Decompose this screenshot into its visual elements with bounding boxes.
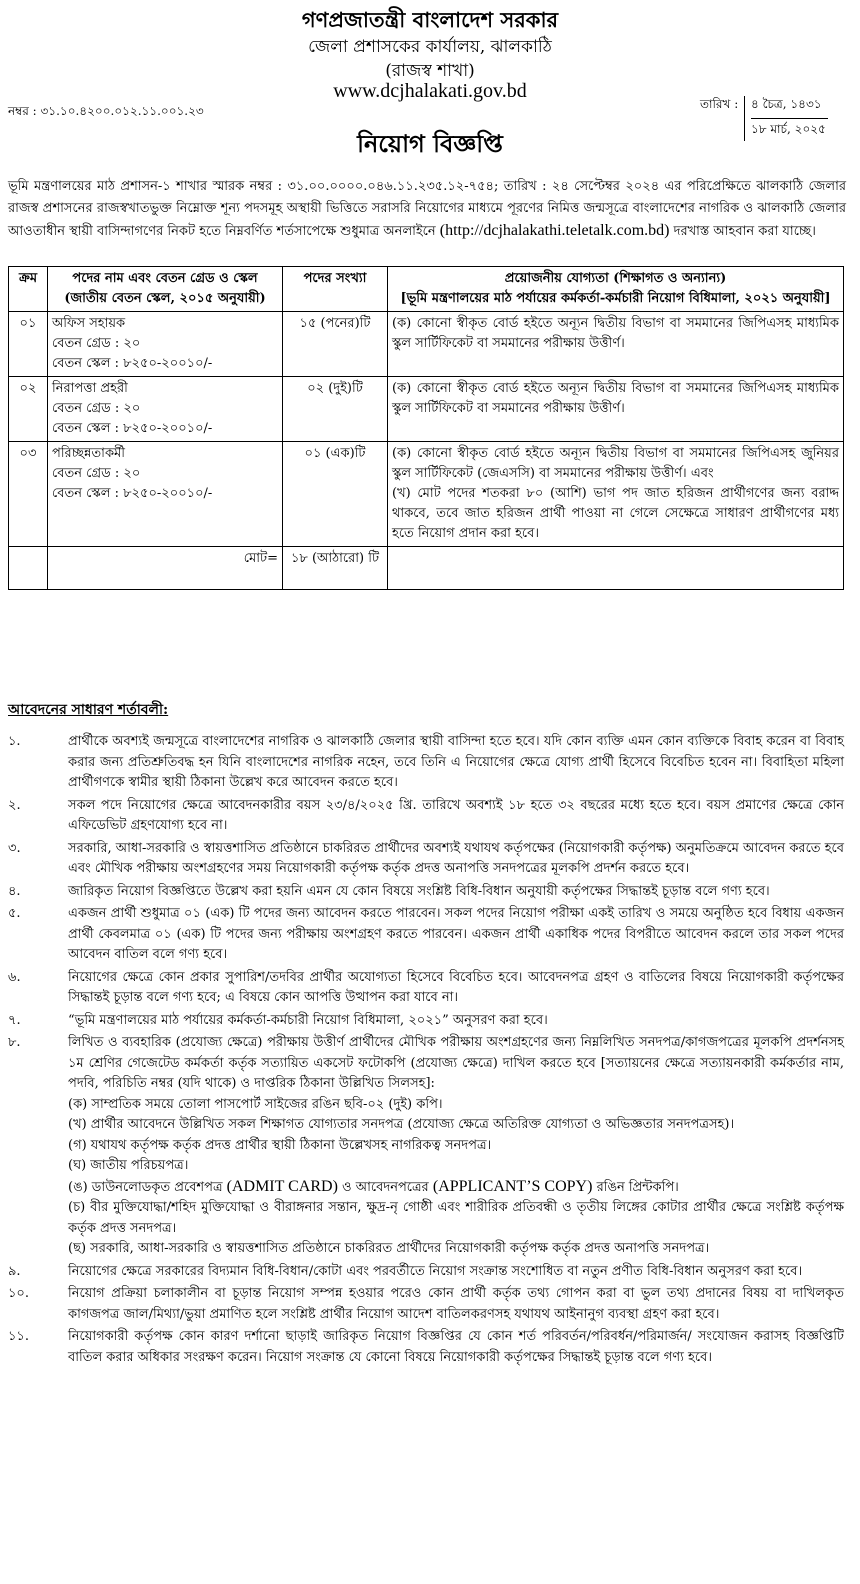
row-post: [48, 312, 283, 377]
condition-number: ২.: [8, 797, 21, 813]
government-name: গণপ্রজাতন্ত্রী বাংলাদেশ সরকার: [301, 7, 559, 32]
table-row: [9, 442, 844, 547]
notice-title: নিয়োগ বিজ্ঞপ্তি: [357, 129, 503, 158]
post-grade: বেতন গ্রেড : ২০: [52, 401, 141, 416]
condition-item: [8, 1327, 844, 1368]
doc-item-gha: (ঘ) জাতীয় পরিচয়পত্র।: [68, 1158, 189, 1173]
condition-text: সকল পদে নিয়োগের ক্ষেত্রে আবেদনকারীর বয়স ২৩/৪/২০২৫ খ্রি. তারিখে অবশ্যই ১৮ হতে ৩২ বছরের মধ্যে হতে হবে। বয়স প্রমাণের ক্ষেত্রে কোন এফিডেভিট গ্রহণযোগ্য হবে না।: [68, 797, 844, 833]
post-scale: বেতন স্কেল : ৮২৫০-২০০১০/-: [52, 486, 213, 501]
condition-number: ৮.: [8, 1035, 21, 1050]
post-name: পরিচ্ছন্নতাকর্মী: [52, 446, 125, 461]
row-serial: ০২: [9, 377, 48, 442]
condition-number: ৯.: [8, 1263, 21, 1279]
doc-umo-part1: (ঙ) ডাউনলোডকৃত প্রবেশপত্র: [68, 1179, 223, 1195]
total-label: মোট=: [48, 547, 283, 590]
row-post: [48, 377, 283, 442]
header-qualification: [388, 267, 844, 312]
post-name: অফিস সহায়ক: [52, 316, 126, 331]
conditions-list: [8, 732, 844, 1370]
condition-number: ৬.: [8, 969, 21, 985]
row-qualification: (ক) কোনো স্বীকৃত বোর্ড হইতে অন্যূন দ্বিতীয় বিভাগ বা সমমানের জিপিএসহ মাধ্যমিক স্কুল সার্টিফিকেট বা সমমানের পরীক্ষায় উত্তীর্ণ।: [388, 312, 844, 377]
row-qualification: [388, 442, 844, 547]
condition-number: ১১.: [8, 1329, 30, 1344]
website-link[interactable]: www.dcjhalakati.gov.bd: [333, 80, 527, 102]
doc-item-kha: (খ) প্রার্থীর আবেদনে উল্লিখিত সকল শিক্ষাগত যোগ্যতার সনদপত্র (প্রযোজ্য ক্ষেত্রে অতিরিক্ত যোগ্যতা ও অভিজ্ঞতার সনদপত্রসহ)।: [68, 1117, 735, 1132]
intro-end: দরখাস্ত আহবান করা যাচ্ছে।: [673, 224, 816, 239]
condition-number: ৩.: [8, 840, 21, 856]
table-total-row: [9, 547, 844, 590]
header-serial: ক্রম: [9, 267, 48, 312]
posts-table: [8, 266, 844, 590]
total-empty-2: [388, 547, 844, 590]
condition-text: নিয়োগের ক্ষেত্রে সরকারের বিদ্যমান বিধি-বিধান/কোটা এবং পরবর্তীতে নিয়োগ সংক্রান্ত সংশোধিত বা নতুন প্রণীত বিধি-বিধান অনুসরণ করা হবে।: [68, 1263, 803, 1279]
doc-applicant-copy: (APPLICANT’S COPY): [432, 1177, 593, 1195]
condition-text: সরকারি, আধা-সরকারি ও স্বায়ত্তশাসিত প্রতিষ্ঠানে চাকরিরত প্রার্থীদের অবশ্যই যথাযথ কর্তৃপক্ষের (নিয়োগকারী কর্তৃপক্ষ) অনুমতিক্রমে আবেদন করতে হবে এবং মৌখিক পরীক্ষায় অংশগ্রহণের সময় নিয়োগকারী কর্তৃপক্ষ কর্তৃক প্রদত্ত অনাপত্তি সনদপত্রের মূলকপি প্রদর্শন করতে হবে।: [68, 840, 844, 876]
table-row: [9, 312, 844, 377]
doc-umo-part2: ও আবেদনপত্রের: [342, 1179, 429, 1195]
header-post: পদের নাম এবং বেতন গ্রেড ও স্কেল (জাতীয় বেতন স্কেল, ২০১৫ অনুযায়ী): [48, 267, 283, 312]
doc-item-cha: (চ) বীর মুক্তিযোদ্ধা/শহিদ মুক্তিযোদ্ধা ও বীরাঙ্গনার সন্তান, ক্ষুদ্র-নৃ গোষ্ঠী এবং শারীরিক প্রতিবন্ধী ও তৃতীয় লিঙ্গের কোটার প্রার্থীর ক্ষেত্রে সংশ্লিষ্ট কর্তৃপক্ষ কর্তৃক প্রদত্ত সনদপত্র।: [68, 1200, 844, 1236]
conditions-title: আবেদনের সাধারণ শর্তাবলী:: [8, 702, 169, 718]
qualification-a: (ক) কোনো স্বীকৃত বোর্ড হইতে অন্যূন দ্বিতীয় বিভাগ বা সমমানের জিপিএসহ জুনিয়র স্কুল সার্টিফিকেট (জেএসসি) বা সমমানের পরীক্ষায় উত্তীর্ণ। এবং: [392, 446, 839, 481]
intro-text: ভূমি মন্ত্রণালয়ের মাঠ প্রশাসন-১ শাখার স্মারক নম্বর : ৩১.০০.০০০০.০৪৬.১১.২৩৫.১২-৭৫৪; তারিখ : ২৪ সেপ্টেম্বর ২০২৪ এর পরিপ্রেক্ষিতে ঝালকাঠি জেলার রাজস্ব প্রশাসনের রাজস্বখাতভুক্ত নিম্নোক্ত শূন্য পদসমূহ অস্থায়ী ভিত্তিতে সরাসরি নিয়োগের মাধ্যমে পূরণের নিমিত্ত জন্মসূত্রে বাংলাদেশের নাগরিক ও ঝালকাঠি জেলার আওতাধীন স্থায়ী বাসিন্দাগণের নিকট হতে নিম্নবর্ণিত শর্তসাপেক্ষে শুধুমাত্র অনলাইনে: [8, 179, 846, 239]
doc-item-ga: (গ) যথাযথ কর্তৃপক্ষ কর্তৃক প্রদত্ত প্রার্থীর স্থায়ী ঠিকানা উল্লেখসহ নাগরিকত্ব সনদপত্র।: [68, 1137, 492, 1153]
intro-paragraph: [8, 176, 846, 243]
condition-item: [8, 1284, 844, 1325]
post-grade: বেতন গ্রেড : ২০: [52, 466, 141, 481]
condition-item: [8, 1011, 844, 1032]
row-serial: ০৩: [9, 442, 48, 547]
row-count: ০১ (এক)টি: [283, 442, 388, 547]
doc-item-umo: [68, 1177, 844, 1199]
doc-item-chha: (ছ) সরকারি, আধা-সরকারি ও স্বায়ত্তশাসিত প্রতিষ্ঠানে চাকরিরত প্রার্থীদের নিয়োগকারী কর্তৃপক্ষ কর্তৃক প্রদত্ত অনাপত্তি সনদপত্র।: [68, 1241, 710, 1256]
condition-item: [8, 904, 844, 966]
date-bangla: ৪ চৈত্র, ১৪৩১: [751, 96, 828, 119]
section-name: (রাজস্ব শাখা): [385, 61, 475, 81]
condition-item: [8, 796, 844, 837]
application-url[interactable]: (http://dcjhalakathi.teletalk.com.bd): [439, 222, 670, 239]
total-empty-1: [9, 547, 48, 590]
condition-item: [8, 968, 844, 1009]
condition-item: [8, 839, 844, 880]
condition-item: [8, 1033, 844, 1260]
row-count: ১৫ (পনের)টি: [283, 312, 388, 377]
condition-number: ১০.: [8, 1286, 30, 1301]
post-scale: বেতন স্কেল : ৮২৫০-২০০১০/-: [52, 356, 213, 371]
condition-text: জারিকৃত নিয়োগ বিজ্ঞপ্তিতে উল্লেখ করা হয়নি এমন যে কোন বিষয়ে সংশ্লিষ্ট বিধি-বিধান অনুযায়ী কর্তৃপক্ষের সিদ্ধান্তই চূড়ান্ত বলে গণ্য হবে।: [68, 883, 770, 899]
condition-text: নিয়োগকারী কর্তৃপক্ষ কোন কারণ দর্শানো ছাড়াই জারিকৃত নিয়োগ বিজ্ঞপ্তির যে কোন শর্ত পরিবর্তন/পরিবর্ধন/পরিমার্জন/ সংযোজন করাসহ বিজ্ঞপ্তিটি বাতিল করার অধিকার সংরক্ষণ করেন। নিয়োগ সংক্রান্ত যে কোনো বিষয়ে নিয়োগকারী কর্তৃপক্ষের সিদ্ধান্তই চূড়ান্ত বলে গণ্য হবে।: [68, 1329, 844, 1365]
doc-umo-part3: রঙিন প্রিন্টকপি।: [596, 1179, 679, 1195]
post-name: নিরাপত্তা প্রহরী: [52, 381, 128, 396]
condition-8-text: লিখিত ও ব্যবহারিক (প্রযোজ্য ক্ষেত্রে) পরীক্ষায় উত্তীর্ণ প্রার্থীদের মৌখিক পরীক্ষায় অংশগ্রহণের জন্য নিম্নলিখিত সনদপত্র/কাগজপত্রের মূলকপি প্রদর্শনসহ ১ম শ্রেণির গেজেটেড কর্মকর্তা কর্তৃক সত্যায়িত একসেট ফটোকপি (প্রযোজ্য ক্ষেত্রে) দাখিল করতে হবে [সত্যায়নের ক্ষেত্রে সত্যায়নকারী কর্মকর্তার নাম, পদবি, পরিচিতি নম্বর (যদি থাকে) ও দাপ্তরিক ঠিকানা উল্লিখিত সিলসহ]:: [68, 1035, 844, 1091]
condition-text: নিয়োগের ক্ষেত্রে কোন প্রকার সুপারিশ/তদবির প্রার্থীর অযোগ্যতা হিসেবে বিবেচিত হবে। আবেদনপত্র গ্রহণ ও বাতিলের বিষয়ে নিয়োগকারী কর্তৃপক্ষের সিদ্ধান্তই চূড়ান্ত বলে গণ্য হবে; এ বিষয়ে কোন আপত্তি উত্থাপন করা যাবে না।: [68, 969, 844, 1005]
date-label: তারিখ :: [700, 97, 739, 111]
condition-text: একজন প্রার্থী শুধুমাত্র ০১ (এক) টি পদের জন্য আবেদন করতে পারবেন। সকল পদের নিয়োগ পরীক্ষা একই তারিখ ও সময়ে অনুষ্ঠিত হবে বিধায় একজন প্রার্থী কেবলমাত্র ০১ (এক) টি পদের জন্য পরীক্ষায় অংশগ্রহণ করতে পারবেন। একজন প্রার্থী একাধিক পদের বিপরীতে আবেদন করলে তার সকল পদের আবেদন বাতিল বলে গণ্য হবে।: [68, 906, 844, 962]
table-row: [9, 377, 844, 442]
condition-item: [8, 882, 844, 903]
condition-text: প্রার্থীকে অবশ্যই জন্মসূত্রে বাংলাদেশের নাগরিক ও ঝালকাঠি জেলার স্থায়ী বাসিন্দা হতে হবে। যদি কোন ব্যক্তি এমন কোন ব্যক্তিকে বিবাহ করেন বা বিবাহ করার জন্য প্রতিশ্রুতিবদ্ধ হন যিনি বাংলাদেশের নাগরিক নহেন, তবে তিনি এ নিয়োগের ক্ষেত্রে যোগ্য প্রার্থী হিসেবে বিবেচিত হবেন না। বিবাহিতা মহিলা প্রার্থীগণকে স্বামীর স্থায়ী ঠিকানা উল্লেখ করে আবেদন করতে হবে।: [68, 734, 844, 790]
post-grade: বেতন গ্রেড : ২০: [52, 336, 141, 351]
header-count: পদের সংখ্যা: [283, 267, 388, 312]
condition-number: ১.: [8, 734, 21, 749]
doc-item-ka: (ক) সাম্প্রতিক সময়ে তোলা পাসপোর্ট সাইজের রঙিন ছবি-০২ (দুই) কপি।: [68, 1096, 443, 1112]
condition-text: “ভূমি মন্ত্রণালয়ের মাঠ পর্যায়ের কর্মকর্তা-কর্মচারী নিয়োগ বিধিমালা, ২০২১” অনুসরণ করা হবে।: [68, 1012, 548, 1028]
post-scale: বেতন স্কেল : ৮২৫০-২০০১০/-: [52, 421, 213, 436]
header-qual-line1: প্রয়োজনীয় যোগ্যতা (শিক্ষাগত ও অন্যান্য): [504, 271, 727, 286]
condition-number: ৭.: [8, 1012, 21, 1028]
row-count: ০২ (দুই)টি: [283, 377, 388, 442]
office-name: জেলা প্রশাসকের কার্যালয়, ঝালকাঠি: [308, 37, 552, 57]
condition-number: ৪.: [8, 883, 21, 899]
doc-admit-card: (ADMIT CARD): [226, 1177, 338, 1195]
date-english: ১৮ মার্চ, ২০২৫: [751, 122, 826, 136]
condition-item: [8, 1262, 844, 1283]
row-qualification: (ক) কোনো স্বীকৃত বোর্ড হইতে অন্যূন দ্বিতীয় বিভাগ বা সমমানের জিপিএসহ মাধ্যমিক স্কুল সার্টিফিকেট বা সমমানের পরীক্ষায় উত্তীর্ণ।: [388, 377, 844, 442]
qualification-b: (খ) মোট পদের শতকরা ৮০ (আশি) ভাগ পদ জাত হরিজন প্রার্থীগণের জন্য বরাদ্দ থাকবে, তবে জাত হরিজন প্রার্থী পাওয়া না গেলে সেক্ষেত্রে সাধারণ প্রার্থীগণের মধ্য হতে নিয়োগ প্রদান করা হবে।: [392, 486, 839, 541]
condition-number: ৫.: [8, 906, 21, 921]
condition-item: [8, 732, 844, 794]
total-value: ১৮ (আঠারো) টি: [283, 547, 388, 590]
memo-number: নম্বর : ৩১.১০.৪২০০.০১২.১১.০০১.২৩: [8, 104, 204, 118]
row-serial: ০১: [9, 312, 48, 377]
condition-text: নিয়োগ প্রক্রিয়া চলাকালীন বা চূড়ান্ত নিয়োগ সম্পন্ন হওয়ার পরেও কোন প্রার্থী কর্তৃক তথ্য গোপন করা বা ভুল তথ্য প্রদানের বিষয় বা দাখিলকৃত কাগজপত্র জাল/মিথ্যা/ভুয়া প্রমাণিত হলে সংশ্লিষ্ট প্রার্থীর নিয়োগ আদেশ বাতিলকরণসহ যথাযথ আইনানুগ ব্যবস্থা গ্রহণ করা হবে।: [68, 1286, 844, 1322]
condition-text: [68, 1033, 844, 1260]
header-qual-line2: [ভূমি মন্ত্রণালয়ের মাঠ পর্যায়ের কর্মকর্তা-কর্মচারী নিয়োগ বিধিমালা, ২০২১ অনুযায়ী]: [400, 291, 831, 306]
row-post: [48, 442, 283, 547]
table-header-row: [9, 267, 844, 312]
